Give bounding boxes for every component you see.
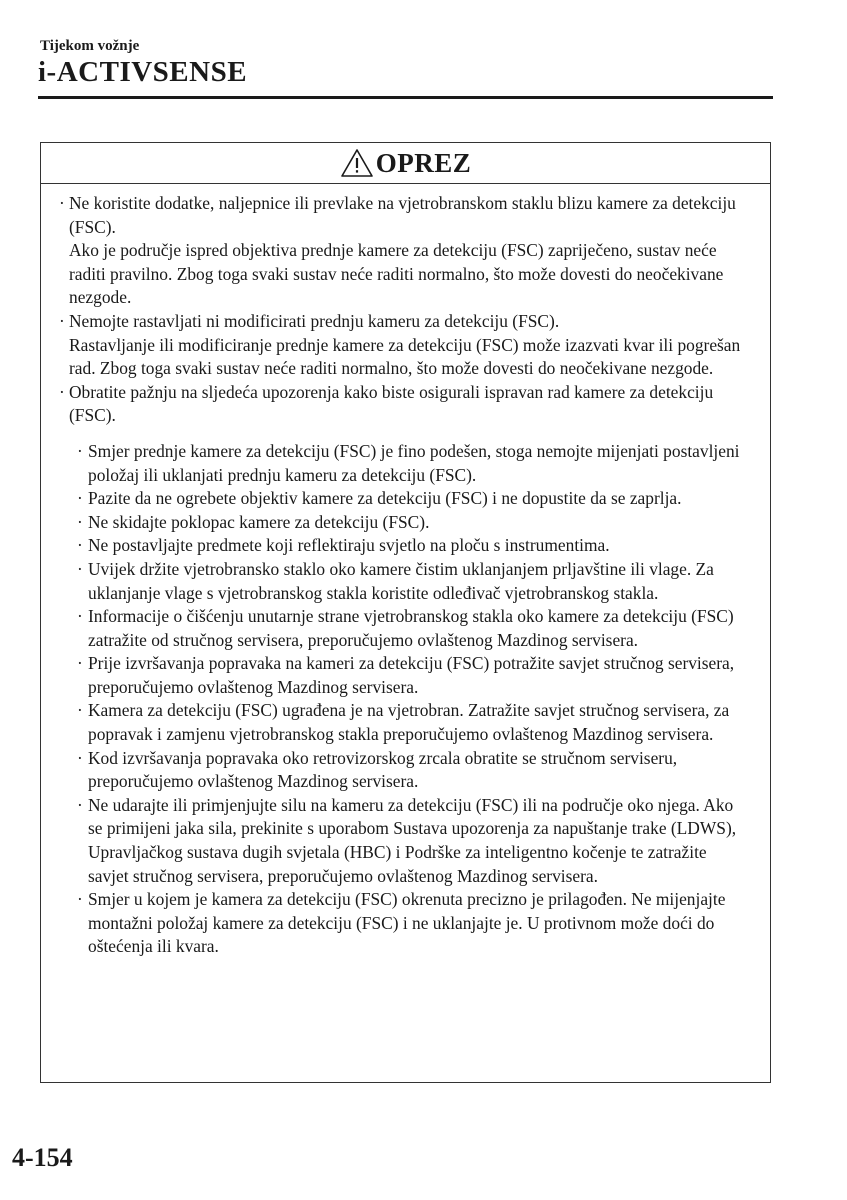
title-divider <box>38 96 773 99</box>
caution-subitem-text: Ne udarajte ili primjenjujte silu na kameru za detekciju (FSC) ili na područje oko njega. Ako se primijeni jaka sila, prekinite s uporabom Sustava upozorenja za napuštanje trake (LDWS), Upravljačkog sustava dugih svjetala (HBC) i Podrške za inteligentno kočenje te zatražite savjet stručnog servisera, preporučujemo ovlaštenog Mazdinog servisera. <box>88 794 737 886</box>
caution-box <box>40 142 771 1083</box>
caution-item <box>59 381 750 428</box>
bullet-icon: · <box>77 794 83 815</box>
page-title: i-ACTIVSENSE <box>38 56 248 88</box>
caution-subitem-text: Pazite da ne ogrebete objektiv kamere za detekciju (FSC) i ne dopustite da se zaprlja. <box>88 488 682 509</box>
caution-title: OPREZ <box>375 147 472 178</box>
bullet-icon: · <box>77 535 83 556</box>
caution-sublist <box>59 440 750 959</box>
caution-item-text: Rastavljanje ili modificiranje prednje kamere za detekciju (FSC) može izazvati kvar ili pogrešan rad. Zbog toga svaki sustav neće raditi normalno, što može dovesti do neočekivane nezgode. <box>69 334 741 379</box>
bullet-icon: · <box>77 488 83 509</box>
caution-subitem <box>77 888 750 959</box>
caution-subitem <box>77 747 750 794</box>
caution-subitem <box>77 558 750 605</box>
bullet-icon: · <box>77 606 83 627</box>
bullet-icon: · <box>59 310 65 331</box>
caution-subitem-text: Smjer prednje kamere za detekciju (FSC) je fino podešen, stoga nemojte mijenjati postavljeni položaj ili uklanjati prednju kameru za detekciju (FSC). <box>88 440 740 485</box>
caution-subitem <box>77 534 750 558</box>
bullet-icon: · <box>77 653 83 674</box>
caution-subitem-text: Smjer u kojem je kamera za detekciju (FSC) okrenuta precizno je prilagođen. Ne mijenjajte montažni položaj kamere za detekciju (FSC) i ne uklanjajte je. U protivnom može doći do oštećenja ili kvara. <box>88 889 726 957</box>
bullet-icon: · <box>77 747 83 768</box>
caution-subitem-text: Prije izvršavanja popravaka na kameri za detekciju (FSC) potražite savjet stručnog servisera, preporučujemo ovlaštenog Mazdinog servisera. <box>88 653 735 697</box>
caution-item <box>59 192 750 310</box>
caution-subitem-text: Kamera za detekciju (FSC) ugrađena je na vjetrobran. Zatražite savjet stručnog servisera, za popravak i zamjenu vjetrobranskog stakla preporučujemo ovlaštenog Mazdinog servisera. <box>88 700 730 745</box>
caution-subitem-text: Ne postavljajte predmete koji reflektiraju svjetlo na ploču s instrumentima. <box>88 535 610 556</box>
caution-header <box>41 143 770 184</box>
caution-subitem <box>77 487 750 511</box>
caution-subitem <box>77 605 750 652</box>
bullet-icon: · <box>77 440 83 461</box>
bullet-icon: · <box>77 889 83 910</box>
caution-item-text: Ako je područje ispred objektiva prednje kamere za detekciju (FSC) zapriječeno, sustav neće raditi pravilno. Zbog toga svaki sustav neće raditi normalno, što može dovesti do neočekivane nezgode. <box>69 240 724 308</box>
caution-subitem-text: Ne skidajte poklopac kamere za detekciju (FSC). <box>88 511 430 532</box>
bullet-icon: · <box>59 193 65 213</box>
caution-item-text: Ne koristite dodatke, naljepnice ili prevlake na vjetrobranskom staklu blizu kamere za detekciju (FSC). <box>69 193 736 237</box>
caution-item-text: Nemojte rastavljati ni modificirati prednju kameru za detekciju (FSC). <box>69 310 560 331</box>
caution-body <box>41 184 770 959</box>
bullet-icon: · <box>77 700 83 721</box>
caution-subitem <box>77 511 750 535</box>
caution-subitem <box>77 440 750 487</box>
bullet-icon: · <box>77 511 83 532</box>
caution-subitem-text: Informacije o čišćenju unutarnje strane vjetrobranskog stakla oko kamere za detekciju (FSC) zatražite od stručnog servisera, preporučujemo ovlaštenog Mazdinog servisera. <box>88 606 734 650</box>
page-number: 4-154 <box>12 1143 73 1172</box>
caution-subitem <box>77 699 750 746</box>
bullet-icon: · <box>59 381 65 402</box>
caution-item-text: Obratite pažnju na sljedeća upozorenja kako biste osigurali ispravan rad kamere za detekciju (FSC). <box>69 381 714 426</box>
caution-subitem-text: Uvijek držite vjetrobransko staklo oko kamere čistim uklanjanjem prljavštine ili vlage. Za uklanjanje vlage s vjetrobranskog stakla koristite odleđivač vjetrobranskog stakla. <box>88 558 714 603</box>
caution-item <box>59 310 750 381</box>
bullet-icon: · <box>77 558 83 579</box>
caution-subitem <box>77 794 750 888</box>
section-label: Tijekom vožnje <box>40 38 140 54</box>
warning-triangle-icon <box>340 148 374 178</box>
caution-subitem-text: Kod izvršavanja popravaka oko retrovizorskog zrcala obratite se stručnom serviseru, preporučujemo ovlaštenog Mazdinog servisera. <box>88 747 678 792</box>
caution-subitem <box>77 652 750 699</box>
